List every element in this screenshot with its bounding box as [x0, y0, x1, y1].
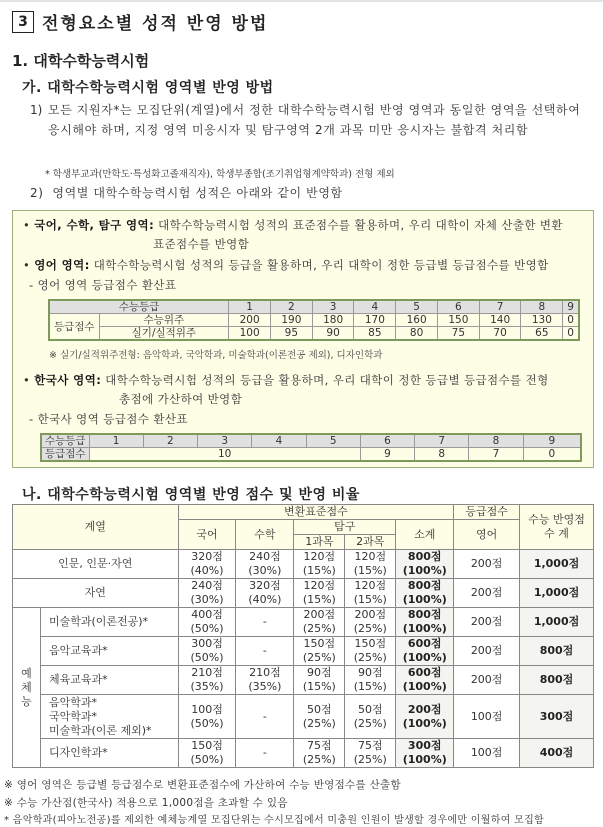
subtotal-cell	[396, 579, 454, 608]
cell-ratio: (15%)	[353, 593, 387, 606]
row-name-cell: 미술학과(이론전공)*	[40, 608, 178, 637]
footnote: ※ 영어 영역은 등급별 등급점수로 변환표준점수에 가산하여 수능 반영점수를 산출함	[4, 779, 401, 791]
subtotal-cell	[396, 666, 454, 695]
table-row	[49, 314, 579, 327]
cell: 140	[479, 314, 521, 327]
cell: 7	[469, 448, 523, 462]
cell: 160	[396, 314, 438, 327]
total-cell: 300점	[520, 695, 594, 739]
cell-ratio: (15%)	[302, 680, 336, 693]
cell-ratio: (40%)	[248, 593, 282, 606]
english-cell: 200점	[454, 550, 520, 579]
cell	[345, 739, 396, 768]
group-cell-arts	[13, 608, 41, 768]
table-row	[13, 695, 594, 739]
cell-score: 400점	[191, 608, 223, 621]
bullet-korean-history: • 한국사 영역: 대학수학능력시험 성적의 등급을 활용하며, 우리 대학이 정한 등급별 등급점수를 전형 총점에 가산하여 반영함	[23, 371, 588, 409]
bullet-text: 대학수학능력시험 성적의 등급을 활용하며, 우리 대학이 정한 등급별 등급점수를 반영함	[89, 258, 549, 272]
cell-score: 90점	[307, 666, 332, 679]
cell-ratio: (40%)	[190, 564, 224, 577]
total-cell: 800점	[520, 666, 594, 695]
row-name-cell	[40, 695, 178, 739]
paragraph-1-note: * 학생부교과(만학도·특성화고졸재직자), 학생부종합(조기취업형계약학과) 전형 제외	[45, 169, 395, 180]
cell-score: 320점	[249, 579, 281, 592]
cell-ratio: (100%)	[402, 622, 447, 635]
table-header-row	[13, 505, 594, 520]
heading-csat: 1. 대학수학능력시험	[12, 52, 150, 70]
cell: -	[236, 739, 294, 768]
table-header-row	[49, 300, 579, 314]
cell-ratio: (30%)	[248, 564, 282, 577]
header-cell: 3	[312, 300, 354, 314]
header-cell: 수학	[236, 520, 294, 550]
top-divider	[0, 0, 603, 2]
bullet-korean-math-inquiry: • 국어, 수학, 탐구 영역: 대학수학능력시험 성적의 표준점수를 활용하며, 우리 대학이 자체 산출한 변환 표준점수를 반영함	[23, 216, 588, 254]
cell	[294, 550, 345, 579]
cell: 9	[360, 448, 414, 462]
cell-ratio: (100%)	[402, 651, 447, 664]
header-cell: 영어	[454, 520, 520, 550]
table-row	[13, 550, 594, 579]
english-cell: 100점	[454, 739, 520, 768]
cell: 85	[354, 327, 396, 341]
cell-score: 320점	[191, 550, 223, 563]
subheading-ratio: 나. 대학수학능력시험 영역별 반영 점수 및 반영 비율	[22, 487, 360, 503]
subtotal-cell	[396, 695, 454, 739]
cell: 90	[312, 327, 354, 341]
cell: 150	[437, 314, 479, 327]
cell-score: 210점	[249, 666, 281, 679]
cell	[178, 666, 236, 695]
bullet-text-continued: 총점에 가산하여 반영함	[119, 392, 243, 406]
header-cell: 수능 반영점수 계	[520, 505, 594, 550]
paragraph-1	[30, 100, 590, 137]
cell-score: 120점	[303, 579, 336, 592]
cell-ratio: (15%)	[302, 593, 336, 606]
subtotal-cell	[396, 608, 454, 637]
cell-ratio: (100%)	[402, 593, 447, 606]
cell-ratio: (50%)	[190, 716, 224, 730]
english-table-caption: - 영어 영역 등급점수 환산표	[29, 278, 177, 292]
table-header-row	[41, 434, 581, 448]
row-name-line: 미술학과(이론 제외)*	[48, 723, 152, 737]
history-table-caption: - 한국사 영역 등급점수 환산표	[29, 412, 188, 426]
cell-score: 90점	[357, 666, 383, 679]
english-cell: 200점	[454, 579, 520, 608]
cell-score: 150점	[303, 637, 336, 650]
total-cell: 400점	[520, 739, 594, 768]
header-cell: 4	[354, 300, 396, 314]
cell-score: 210점	[191, 666, 223, 679]
table-row	[13, 739, 594, 768]
cell-ratio: (25%)	[302, 716, 336, 730]
paragraph-number: 2)	[30, 186, 44, 200]
table-row	[49, 327, 579, 341]
cell	[345, 666, 396, 695]
cell-score: 120점	[354, 579, 387, 592]
cell: 100	[229, 327, 271, 341]
cell-score: 120점	[303, 550, 336, 563]
cell	[236, 666, 294, 695]
cell-ratio: (25%)	[353, 716, 387, 730]
header-cell: 1	[229, 300, 271, 314]
row-name-cell: 자연	[13, 579, 179, 608]
cell-ratio: (50%)	[190, 622, 224, 635]
row-label-cell: 등급점수	[41, 448, 89, 462]
header-cell: 7	[415, 434, 469, 448]
cell-score: 800점	[407, 608, 442, 621]
cell: 65	[521, 327, 563, 341]
cell-score: 120점	[354, 550, 387, 563]
cell-ratio: (50%)	[190, 651, 224, 664]
row-name-cell: 인문, 인문·자연	[13, 550, 179, 579]
cell	[345, 550, 396, 579]
section-number-box: 3	[12, 11, 34, 33]
cell: 130	[521, 314, 563, 327]
row-label-cell: 실기/실적위주	[99, 327, 229, 341]
cell-score: 50점	[307, 702, 332, 716]
subheading-method: 가. 대학수학능력시험 영역별 반영 방법	[22, 80, 274, 96]
header-cell: 2	[143, 434, 197, 448]
header-cell: 1과목	[294, 535, 345, 550]
row-name-cell: 디자인학과*	[40, 739, 178, 768]
english-cell: 200점	[454, 608, 520, 637]
english-cell: 200점	[454, 637, 520, 666]
cell-ratio: (50%)	[190, 753, 224, 766]
cell: 75	[437, 327, 479, 341]
row-label-cell: 수능위주	[99, 314, 229, 327]
cell-score: 240점	[191, 579, 223, 592]
cell: 95	[270, 327, 312, 341]
cell-ratio: (25%)	[302, 651, 336, 664]
cell: 8	[415, 448, 469, 462]
bullet-label: 한국사 영역:	[34, 373, 102, 387]
total-cell: 1,000점	[520, 550, 594, 579]
bullet-text-continued: 표준점수를 반영함	[153, 237, 250, 251]
cell	[236, 550, 294, 579]
row-name-cell: 체육교육과*	[40, 666, 178, 695]
header-cell: 6	[437, 300, 479, 314]
header-cell: 2	[270, 300, 312, 314]
cell	[294, 637, 345, 666]
paragraph-2	[30, 183, 343, 203]
cell	[345, 695, 396, 739]
row-name-line: 음악학과*	[48, 695, 97, 709]
cell-score: 240점	[249, 550, 281, 563]
cell	[294, 695, 345, 739]
cell-score: 800점	[407, 579, 442, 592]
cell-score: 200점	[354, 608, 387, 621]
footnote: ※ 수능 가산점(한국사) 적용으로 1,000점을 초과할 수 있음	[4, 797, 288, 809]
group-label: 예체능	[21, 666, 32, 708]
header-cell: 8	[521, 300, 563, 314]
cell	[294, 579, 345, 608]
cell-ratio: (100%)	[402, 716, 447, 730]
cell	[345, 637, 396, 666]
cell: -	[236, 637, 294, 666]
bullet-label: 국어, 수학, 탐구 영역:	[34, 218, 155, 232]
header-cell: 3	[198, 434, 252, 448]
cell-ratio: (100%)	[402, 680, 447, 693]
cell-score: 75점	[307, 739, 332, 752]
score-ratio-table	[12, 504, 594, 768]
row-group-cell: 등급점수	[49, 314, 99, 341]
cell-ratio: (15%)	[353, 680, 387, 693]
cell: -	[236, 608, 294, 637]
paragraph-text: 영역별 대학수학능력시험 성적은 아래와 같이 반영함	[52, 186, 343, 200]
header-cell: 8	[469, 434, 523, 448]
table-row	[13, 666, 594, 695]
total-cell: 800점	[520, 637, 594, 666]
cell-score: 75점	[357, 739, 383, 752]
cell-ratio: (35%)	[248, 680, 282, 693]
cell-score: 300점	[407, 739, 442, 752]
cell-score: 200점	[407, 702, 442, 716]
cell-ratio: (100%)	[402, 564, 447, 577]
subtotal-cell	[396, 637, 454, 666]
cell	[178, 550, 236, 579]
paragraph-number: 1)	[30, 103, 43, 117]
cell-ratio: (15%)	[302, 564, 336, 577]
cell	[236, 579, 294, 608]
cell	[178, 637, 236, 666]
header-cell: 2과목	[345, 535, 396, 550]
header-cell: 국어	[178, 520, 236, 550]
footnote: * 음악학과(피아노전공)를 제외한 예체능계열 모집단위는 수시모집에서 미충원 인원이 발생할 경우에만 이월하여 모집함	[4, 815, 545, 826]
cell-ratio: (100%)	[402, 753, 447, 766]
cell	[294, 608, 345, 637]
reflection-info-box	[12, 210, 594, 468]
cell	[345, 579, 396, 608]
cell: 180	[312, 314, 354, 327]
cell: 10	[89, 448, 360, 462]
cell-ratio: (30%)	[190, 593, 224, 606]
paragraph-text: 모든 지원자*는 모집단위(계열)에서 정한 대학수학능력시험 반영 영역과 동일한 영역을 선택하여 응시해야 하며, 지정 영역 미응시자 및 탐구영역 2개 과목 미만 응시자는 불합격 처리함	[48, 103, 581, 137]
header-cell: 9	[523, 434, 581, 448]
english-cell: 200점	[454, 666, 520, 695]
header-cell: 수능등급	[49, 300, 229, 314]
bullet-label: 영어 영역:	[34, 258, 90, 272]
header-cell: 5	[396, 300, 438, 314]
cell-ratio: (25%)	[353, 622, 387, 635]
header-cell: 탐구	[294, 520, 396, 535]
header-cell: 계열	[13, 505, 179, 550]
header-cell: 등급점수	[454, 505, 520, 520]
header-cell: 소계	[396, 520, 454, 550]
cell-score: 150점	[354, 637, 387, 650]
header-cell: 9	[563, 300, 579, 314]
section-heading	[12, 9, 268, 34]
total-cell: 1,000점	[520, 579, 594, 608]
header-cell: 5	[306, 434, 360, 448]
cell-score: 600점	[407, 666, 442, 679]
cell-score: 600점	[407, 637, 442, 650]
bullet-english: • 영어 영역: 대학수학능력시험 성적의 등급을 활용하며, 우리 대학이 정한 등급별 등급점수를 반영함	[23, 258, 549, 272]
cell-score: 300점	[191, 637, 223, 650]
english-grade-table	[48, 299, 580, 341]
total-cell: 1,000점	[520, 608, 594, 637]
cell: 0	[563, 327, 579, 341]
english-table-note: ※ 실기/실적위주전형: 음악학과, 국악학과, 미술학과(이론전공 제외), 디자인학과	[49, 350, 383, 361]
table-row	[13, 608, 594, 637]
cell-ratio: (35%)	[190, 680, 224, 693]
row-name-line: 국악학과*	[48, 709, 97, 723]
history-grade-table	[40, 433, 582, 462]
cell-score: 100점	[191, 702, 223, 716]
cell-ratio: (15%)	[353, 564, 387, 577]
cell: 170	[354, 314, 396, 327]
english-cell: 100점	[454, 695, 520, 739]
table-row	[41, 448, 581, 462]
header-cell: 1	[89, 434, 143, 448]
cell: 0	[563, 314, 579, 327]
subtotal-cell	[396, 550, 454, 579]
cell: 200	[229, 314, 271, 327]
cell-ratio: (25%)	[302, 753, 336, 766]
cell	[345, 608, 396, 637]
bullet-text: 대학수학능력시험 성적의 등급을 활용하며, 우리 대학이 정한 등급별 등급점수를 전형	[101, 373, 549, 387]
header-cell: 7	[479, 300, 521, 314]
cell: 0	[523, 448, 581, 462]
cell-ratio: (25%)	[353, 651, 387, 664]
subtotal-cell	[396, 739, 454, 768]
cell: 70	[479, 327, 521, 341]
cell	[294, 666, 345, 695]
cell	[178, 608, 236, 637]
header-cell: 4	[252, 434, 306, 448]
cell	[294, 739, 345, 768]
header-cell: 6	[360, 434, 414, 448]
cell-ratio: (25%)	[302, 622, 336, 635]
row-name-cell: 음악교육과*	[40, 637, 178, 666]
header-cell: 변환표준점수	[178, 505, 454, 520]
cell-score: 800점	[407, 550, 442, 563]
cell-score: 200점	[303, 608, 336, 621]
table-row	[13, 579, 594, 608]
section-title: 전형요소별 성적 반영 방법	[42, 14, 269, 34]
bullet-text: 대학수학능력시험 성적의 표준점수를 활용하며, 우리 대학이 자체 산출한 변환	[154, 218, 563, 232]
cell-ratio: (25%)	[353, 753, 387, 766]
cell-score: 150점	[191, 739, 223, 752]
cell-score: 50점	[357, 702, 383, 716]
cell	[178, 739, 236, 768]
table-row	[13, 637, 594, 666]
cell: 80	[396, 327, 438, 341]
cell: -	[236, 695, 294, 739]
header-cell: 수능등급	[41, 434, 89, 448]
cell	[178, 695, 236, 739]
cell	[178, 579, 236, 608]
cell: 190	[270, 314, 312, 327]
